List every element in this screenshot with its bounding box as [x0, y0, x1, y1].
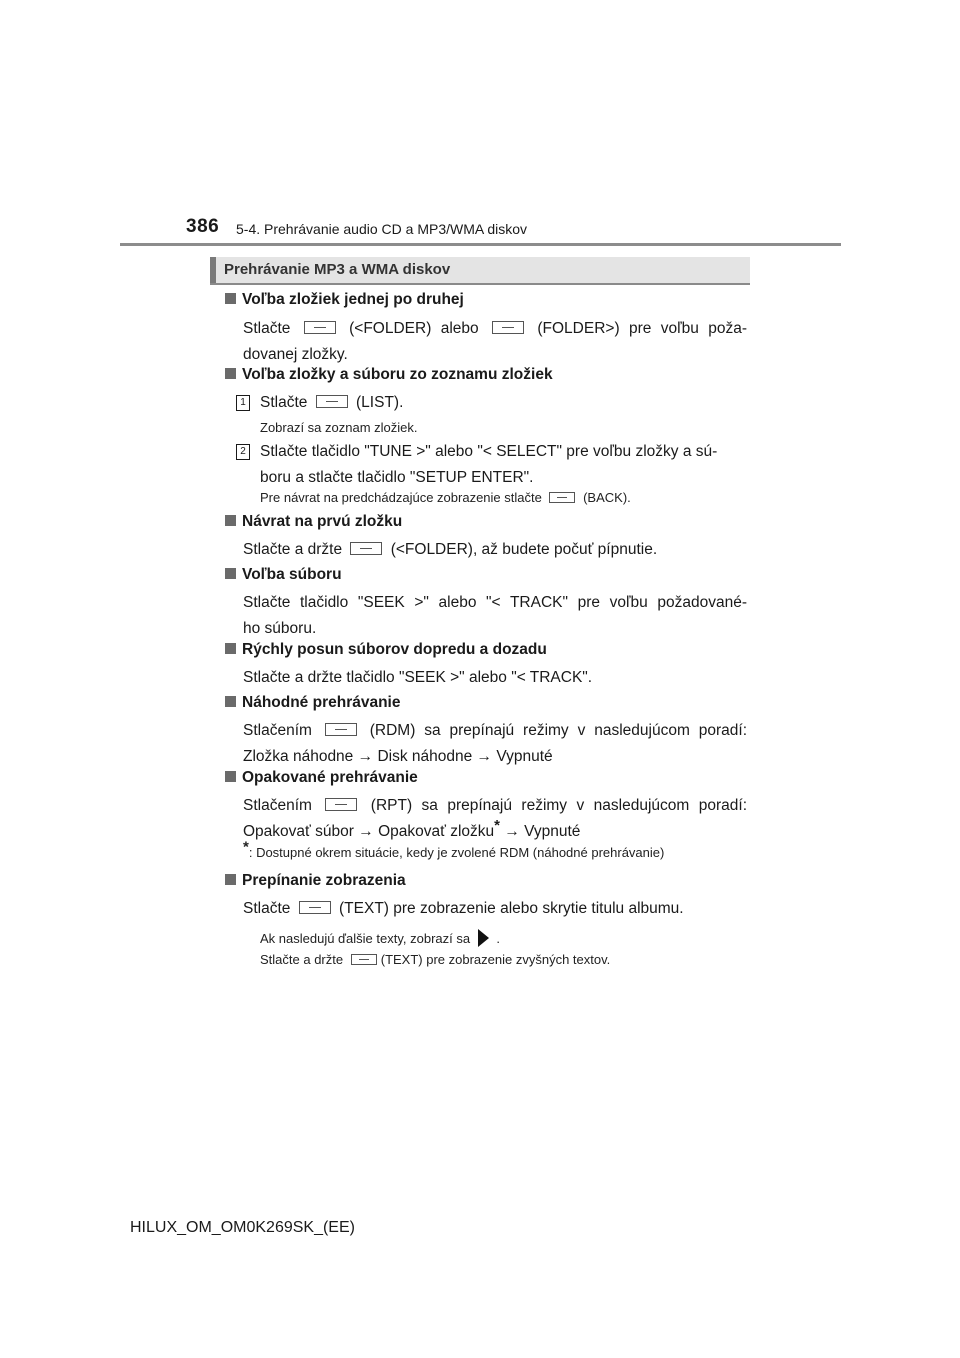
header-rule	[120, 243, 841, 246]
bullet-square-icon	[225, 696, 236, 707]
footer-code: HILUX_OM_OM0K269SK_(EE)	[130, 1219, 355, 1236]
bullet-square-icon	[225, 293, 236, 304]
paragraph-folder-select: Stlačte (<FOLDER) alebo (FOLDER>) pre voľbu poža- dovanej zložky.	[243, 320, 747, 363]
paragraph-random: Stlačením (RDM) sa prepínajú režimy v nasledujúcom poradí: Zložka náhodne → Disk náhodne → Vypnuté	[243, 722, 748, 765]
page-number: 386	[186, 216, 220, 237]
folder-button-icon	[350, 542, 382, 555]
bullet-square-icon	[225, 643, 236, 654]
back-button-icon	[549, 492, 575, 503]
list-button-icon	[316, 395, 348, 408]
chapter-title: 5-4. Prehrávanie audio CD a MP3/WMA diskov	[236, 221, 528, 237]
bullet-square-icon	[225, 515, 236, 526]
heading-fast: Rýchly posun súborov dopredu a dozadu	[225, 641, 547, 659]
paragraph-repeat: Stlačením (RPT) sa prepínajú režimy v nasledujúcom poradí: Opakovať súbor → Opakovať zložku* → Vypnuté	[243, 797, 747, 840]
arrow-right-icon: →	[357, 748, 374, 765]
step2-text: Stlačte tlačidlo "TUNE >" alebo "< SELECT" pre voľbu zložky a sú- boru a stlačte tlačidlo "SETUP ENTER".	[260, 443, 718, 486]
folder-down-button-icon	[304, 321, 336, 334]
rdm-button-icon	[325, 723, 357, 736]
display-note-2: Stlačte a držte (TEXT) pre zobrazenie zvyšných textov.	[260, 952, 611, 967]
asterisk-icon: *	[494, 816, 500, 834]
more-text-triangle-icon	[478, 929, 489, 947]
arrow-right-icon: →	[476, 748, 493, 765]
bullet-square-icon	[225, 874, 236, 885]
step1-note: Zobrazí sa zoznam zložiek.	[260, 420, 418, 435]
section-bar	[210, 257, 750, 285]
text-button-icon	[351, 954, 377, 965]
section-title: Prehrávanie MP3 a WMA diskov	[224, 261, 451, 278]
bullet-square-icon	[225, 368, 236, 379]
paragraph-file-select: Stlačte tlačidlo "SEEK >" alebo "< TRACK" pre voľbu požadované- ho súboru.	[243, 594, 747, 637]
arrow-right-icon: →	[504, 823, 520, 840]
asterisk-icon: *	[243, 838, 249, 856]
step-number-1: 1	[236, 395, 250, 411]
heading-folder-list: Voľba zložky a súboru zo zoznamu zložiek	[225, 366, 553, 384]
heading-first-folder: Návrat na prvú zložku	[225, 513, 402, 531]
heading-repeat: Opakované prehrávanie	[225, 769, 418, 787]
text-button-icon	[299, 901, 331, 914]
display-note-1: Ak nasledujú ďalšie texty, zobrazí sa .	[260, 931, 500, 946]
footnote-repeat: *: Dostupné okrem situácie, kedy je zvolené RDM (náhodné prehrávanie)	[243, 838, 665, 860]
step1-text: Stlačte (LIST).	[260, 394, 404, 411]
rpt-button-icon	[325, 798, 357, 811]
step-number-2: 2	[236, 444, 250, 460]
paragraph-first-folder: Stlačte a držte (<FOLDER), až budete počuť pípnutie.	[243, 541, 658, 558]
paragraph-display: Stlačte (TEXT) pre zobrazenie alebo skrytie titulu albumu.	[243, 900, 684, 917]
heading-file-select: Voľba súboru	[225, 566, 342, 584]
bullet-square-icon	[225, 568, 236, 579]
folder-up-button-icon	[492, 321, 524, 334]
heading-folder-select: Voľba zložiek jednej po druhej	[225, 291, 464, 309]
heading-random: Náhodné prehrávanie	[225, 694, 401, 712]
paragraph-fast: Stlačte a držte tlačidlo "SEEK >" alebo "< TRACK".	[243, 669, 593, 686]
bullet-square-icon	[225, 771, 236, 782]
section-accent	[210, 257, 216, 283]
heading-display: Prepínanie zobrazenia	[225, 872, 406, 890]
step2-note: Pre návrat na predchádzajúce zobrazenie stlačte (BACK).	[260, 490, 631, 505]
arrow-right-icon: →	[358, 823, 374, 840]
